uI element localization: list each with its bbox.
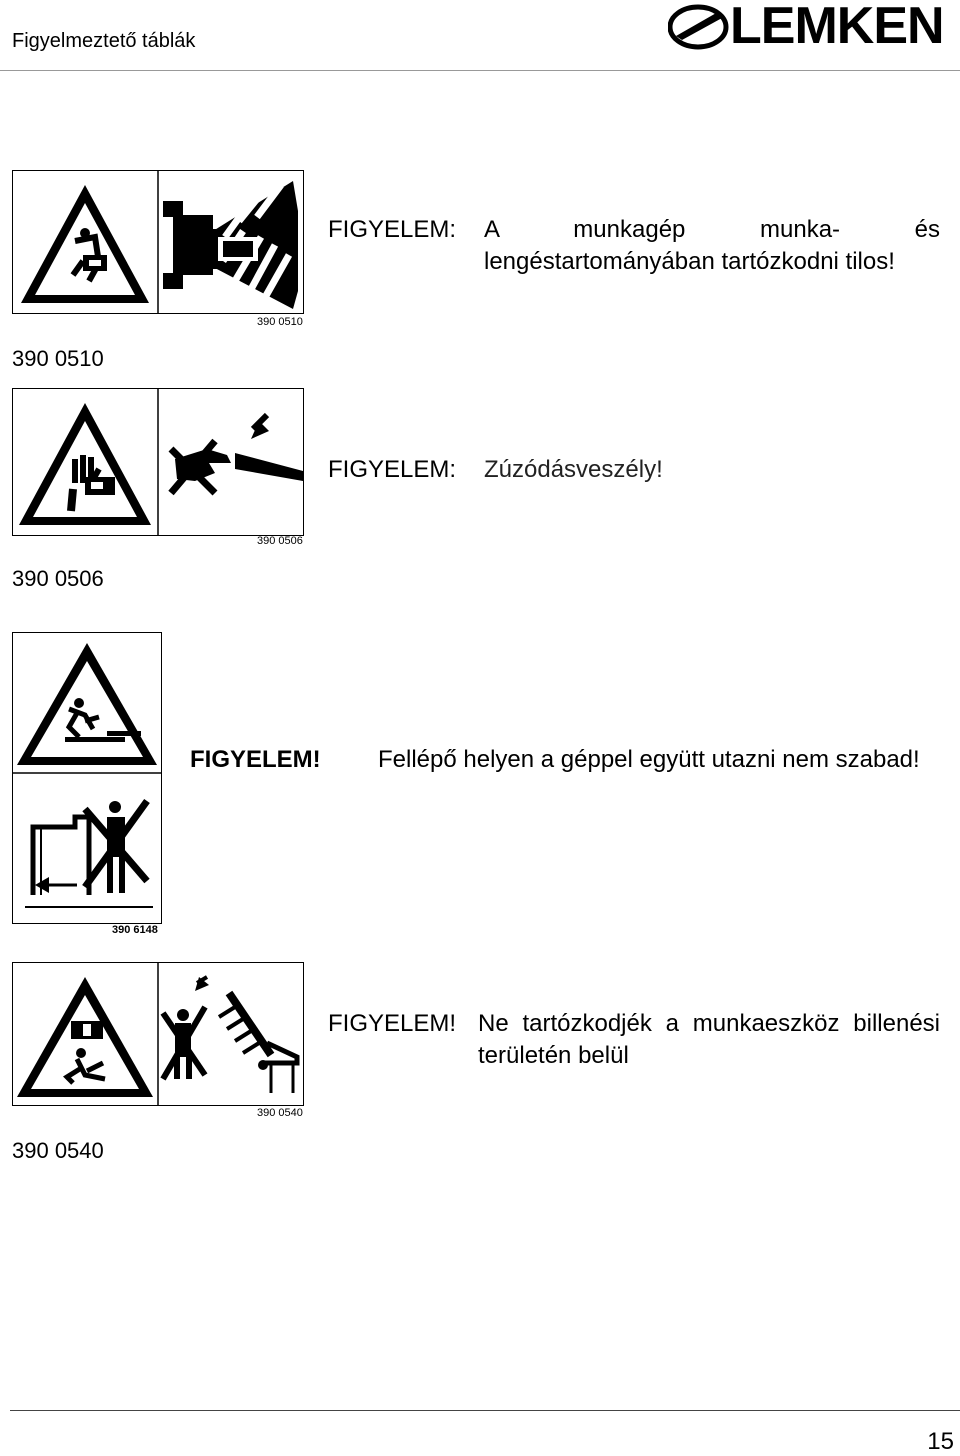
sign-image-code: 390 0510 (257, 316, 303, 328)
sign-caption-code: 390 0540 (12, 1138, 104, 1163)
warning-sign-swing-area (12, 170, 304, 314)
warning-sign-tilting-area (12, 962, 304, 1106)
header-divider (0, 70, 960, 71)
sign-caption-code: 390 0510 (12, 346, 104, 371)
warning-label: FIGYELEM: (328, 216, 457, 243)
logo-text: LEMKEN (730, 0, 944, 55)
page-header-title: Figyelmeztető táblák (12, 30, 196, 52)
warning-label: FIGYELEM! (190, 746, 321, 773)
warning-sign-crushing (12, 388, 304, 536)
warning-label: FIGYELEM: (328, 456, 457, 483)
page-number: 15 (927, 1428, 954, 1455)
lemken-emblem-icon (668, 2, 730, 52)
warning-text: A munkagép munka- és lengéstartományában tartózkodni tilos! (484, 216, 940, 275)
sign-caption-code: 390 0506 (12, 566, 104, 591)
lemken-logo (668, 2, 950, 56)
warning-text: Fellépő helyen a géppel együtt utazni nem szabad! (378, 746, 920, 773)
footer-divider (10, 1410, 960, 1411)
warning-label: FIGYELEM! (328, 1010, 457, 1037)
sign-image-code: 390 0506 (257, 535, 303, 547)
sign-image-code: 390 0540 (257, 1107, 303, 1119)
warning-sign-no-riding (12, 632, 162, 924)
sign-image-code: 390 6148 (112, 924, 158, 936)
warning-text: Ne tartózkodjék a munkaeszköz billenési területén belül (478, 1010, 940, 1069)
warning-text: Zúzódásveszély! (484, 456, 663, 483)
